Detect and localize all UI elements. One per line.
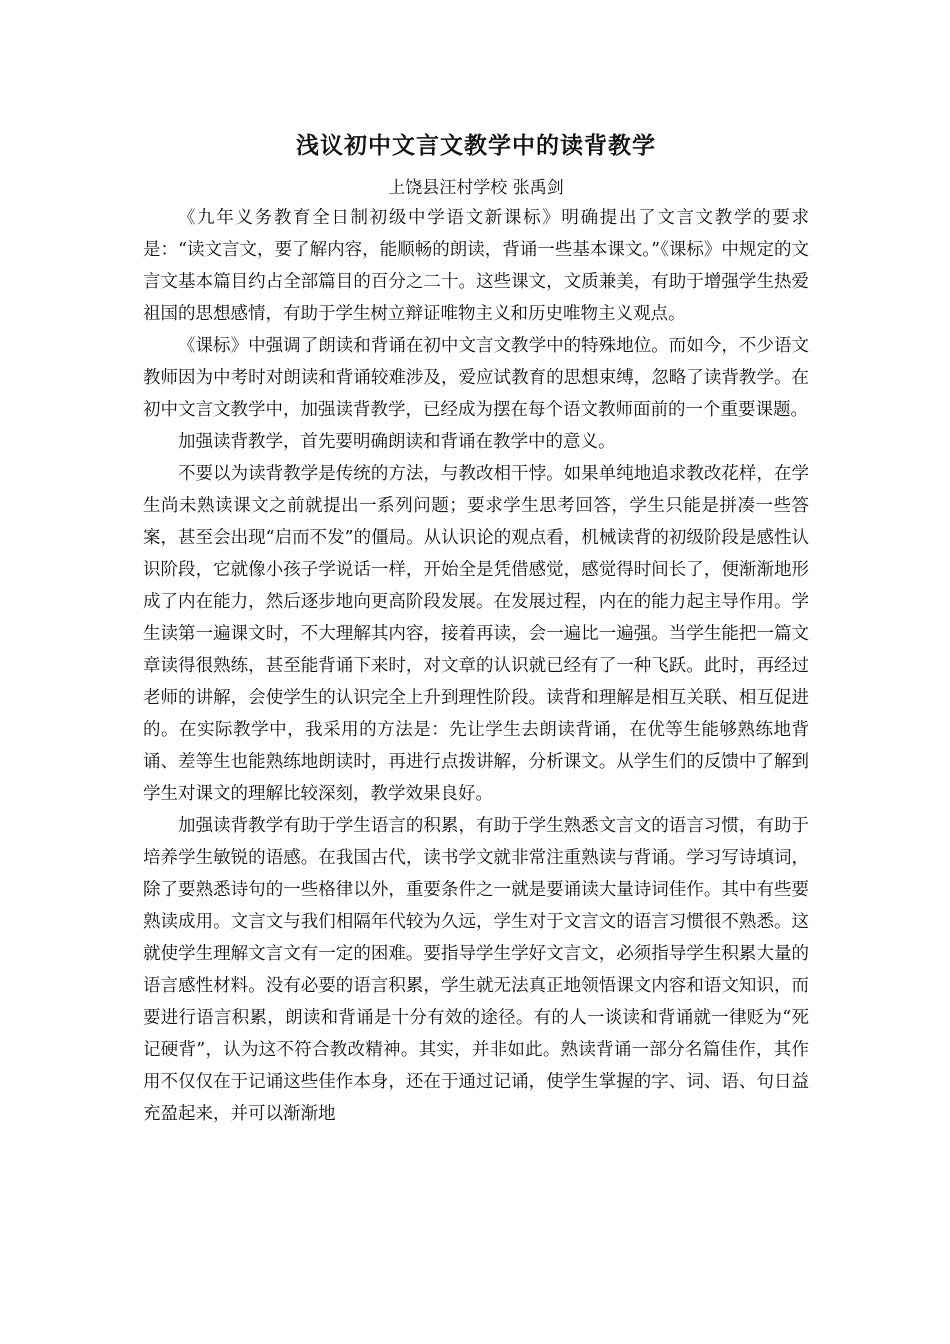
document-title: 浅议初中文言文教学中的读背教学	[296, 132, 656, 159]
paragraph-1: 《九年义务教育全日制初级中学语文新课标》明确提出了文言文教学的要求是：“读文言文，要了解内容，能顺畅的朗读，背诵一些基本课文。”《课标》中规定的文言文基本篇目约占全部篇目的百分之二十。这些课文，文质兼美，有助于增强学生热爱祖国的思想感情，有助于学生树立辩证唯物主义和历史唯物主义观点。	[143, 208, 809, 324]
paragraph-5: 加强读背教学有助于学生语言的积累，有助于学生熟悉文言文的语言习惯，有助于培养学生敏锐的语感。在我国古代，读书学文就非常注重熟读与背诵。学习写诗填词，除了要熟悉诗句的一些格律以外，重要条件之一就是要诵读大量诗词佳作。其中有些要熟读成用。文言文与我们相隔年代较为久远，学生对于文言文的语言习惯很不熟悉。这就使学生理解文言文有一定的困难。要指导学生学好文言文，必须指导学生积累大量的语言感性材料。没有必要的语言积累，学生就无法真正地领悟课文内容和语文知识，而要进行语言积累，朗读和背诵是十分有效的途径。有的人一谈读和背诵就一律贬为“死记硬背”，认为这不符合教改精神。其实，并非如此。熟读背诵一部分名篇佳作，其作用不仅仅在于记诵这些佳作本身，还在于通过记诵，使学生掌握的字、词、语、句日益充盈起来，并可以渐渐地	[143, 816, 809, 1124]
paragraph-2: 《课标》中强调了朗读和背诵在初中文言文教学中的特殊地位。而如今，不少语文教师因为中考时对朗读和背诵较难涉及，爱应试教育的思想束缚，忽略了读背教学。在初中文言文教学中，加强读背教学，已经成为摆在每个语文教师面前的一个重要课题。	[143, 336, 809, 420]
paragraph-3: 加强读背教学，首先要明确朗读和背诵在教学中的意义。	[178, 432, 616, 452]
paragraph-4: 不要以为读背教学是传统的方法，与教改相干悖。如果单纯地追求教改花样，在学生尚未熟读课文之前就提出一系列问题；要求学生思考回答，学生只能是拼凑一些答案，甚至会出现“启而不发”的僵局。从认识论的观点看，机械读背的初级阶段是感性认识阶段，它就像小孩子学说话一样，开始全是凭借感觉，感觉得时间长了，便渐渐地形成了内在能力，然后逐步地向更高阶段发展。在发展过程，内在的能力起主导作用。学生读第一遍课文时，不大理解其内容，接着再读，会一遍比一遍强。当学生能把一篇文章读得很熟练，甚至能背诵下来时，对文章的认识就已经有了一种飞跃。此时，再经过老师的讲解，会使学生的认识完全上升到理性阶段。读背和理解是相互关联、相互促进的。在实际教学中，我采用的方法是：先让学生去朗读背诵，在优等生能够熟练地背诵、差等生也能熟练地朗读时，再进行点拨讲解，分析课文。从学生们的反馈中了解到学生对课文的理解比较深刻，教学效果良好。	[143, 464, 809, 804]
author-line: 上饶县汪村学校 张禹剑	[388, 178, 564, 198]
document-page	[143, 130, 809, 1130]
